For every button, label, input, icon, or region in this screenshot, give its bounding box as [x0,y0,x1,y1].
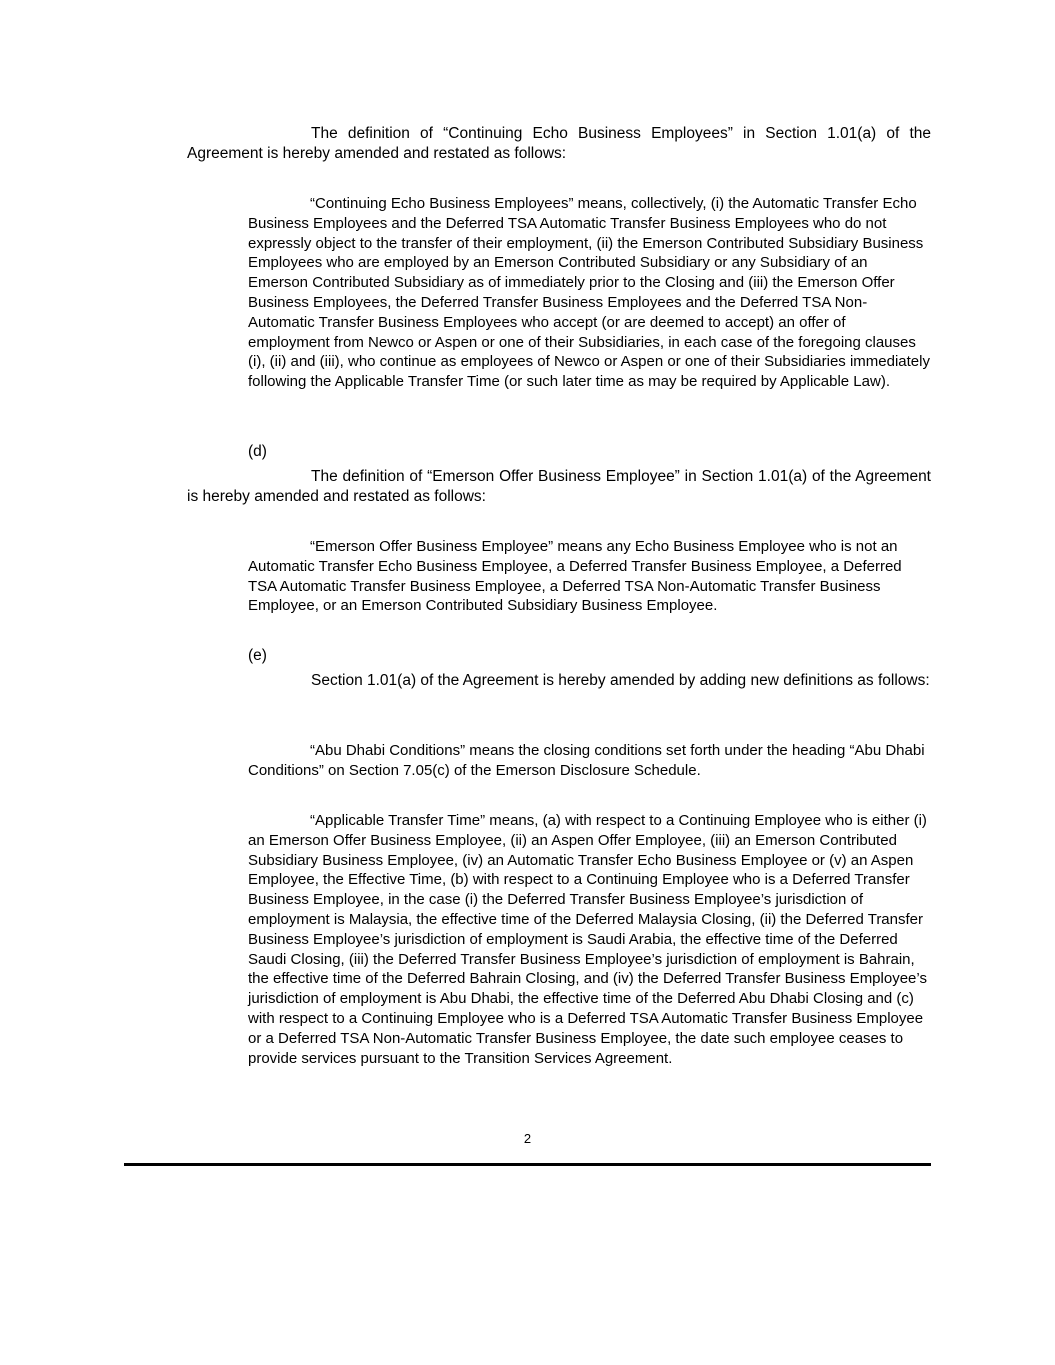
paragraph-new-definitions-intro: Section 1.01(a) of the Agreement is hereby amended by adding new definitions as follows: [311,672,930,689]
paragraph-continuing-echo-intro: The definition of “Continuing Echo Business Employees” in Section 1.01(a) of the Agreement is hereby amended and restated as follows: [187,125,931,162]
section-label-d: (d) [248,443,267,460]
definition-emerson-offer-business-employee: “Emerson Offer Business Employee” means any Echo Business Employee who is not an Automatic Transfer Echo Business Employee, a Deferred Transfer Business Employee, a Deferred TSA Automatic Transfer Business Employee, a Deferred TSA Non-Automatic Transfer Business Employee, or an Emerson Contributed Subsidiary Business Employee. [248,538,902,615]
definition-applicable-transfer-time: “Applicable Transfer Time” means, (a) with respect to a Continuing Employee who is either (i) an Emerson Offer Business Employee, (ii) an Aspen Offer Employee, (iii) an Emerson Contributed Subsidiary Business Employee, (iv) an Automatic Transfer Echo Business Employee or (v) an Aspen Employee, the Effective Time, (b) with respect to a Continuing Employee who is a Deferred Transfer Business Employee, in the case (i) the Deferred Transfer Business Employee’s jurisdiction of employment is Malaysia, the effective time of the Deferred Malaysia Closing, (ii) the Deferred Transfer Business Employee’s jurisdiction of employment is Saudi Arabia, the effective time of the Deferred Saudi Closing, (iii) the Deferred Transfer Business Employee’s jurisdiction of employment is Bahrain, the effective time of the Deferred Bahrain Closing, and (iv) the Deferred Transfer Business Employee’s jurisdiction of employment is Abu Dhabi, the effective time of the Deferred Abu Dhabi Closing and (c) with respect to a Continuing Employee who is a Deferred TSA Automatic Transfer Business Employee or a Deferred TSA Non-Automatic Transfer Business Employee, the date such employee ceases to provide services pursuant to the Transition Services Agreement. [248,812,927,1067]
section-label-e: (e) [248,647,267,664]
definition-abu-dhabi-conditions: “Abu Dhabi Conditions” means the closing conditions set forth under the heading “Abu Dhabi Conditions” on Section 7.05(c) of the Emerson Disclosure Schedule. [248,742,925,779]
page-number: 2 [523,1131,532,1146]
footer-divider [124,1163,931,1166]
definition-continuing-echo-business-employees: “Continuing Echo Business Employees” means, collectively, (i) the Automatic Transfer Echo Business Employees and the Deferred TSA Automatic Transfer Business Employees who do not expressly object to the transfer of their employment, (ii) the Emerson Contributed Subsidiary Business Employees who are employed by an Emerson Contributed Subsidiary or any Subsidiary of an Emerson Contributed Subsidiary as of immediately prior to the Closing and (iii) the Emerson Offer Business Employees, the Deferred Transfer Business Employees and the Deferred TSA Non-Automatic Transfer Business Employees who accept (or are deemed to accept) an offer of employment from Newco or Aspen or one of their Subsidiaries, in each case of the foregoing clauses (i), (ii) and (iii), who continue as employees of Newco or Aspen or one of their Subsidiaries immediately following the Applicable Transfer Time (or such later time as may be required by Applicable Law). [248,195,930,391]
paragraph-emerson-offer-intro: The definition of “Emerson Offer Business Employee” in Section 1.01(a) of the Agreement is hereby amended and restated as follows: [187,468,931,505]
